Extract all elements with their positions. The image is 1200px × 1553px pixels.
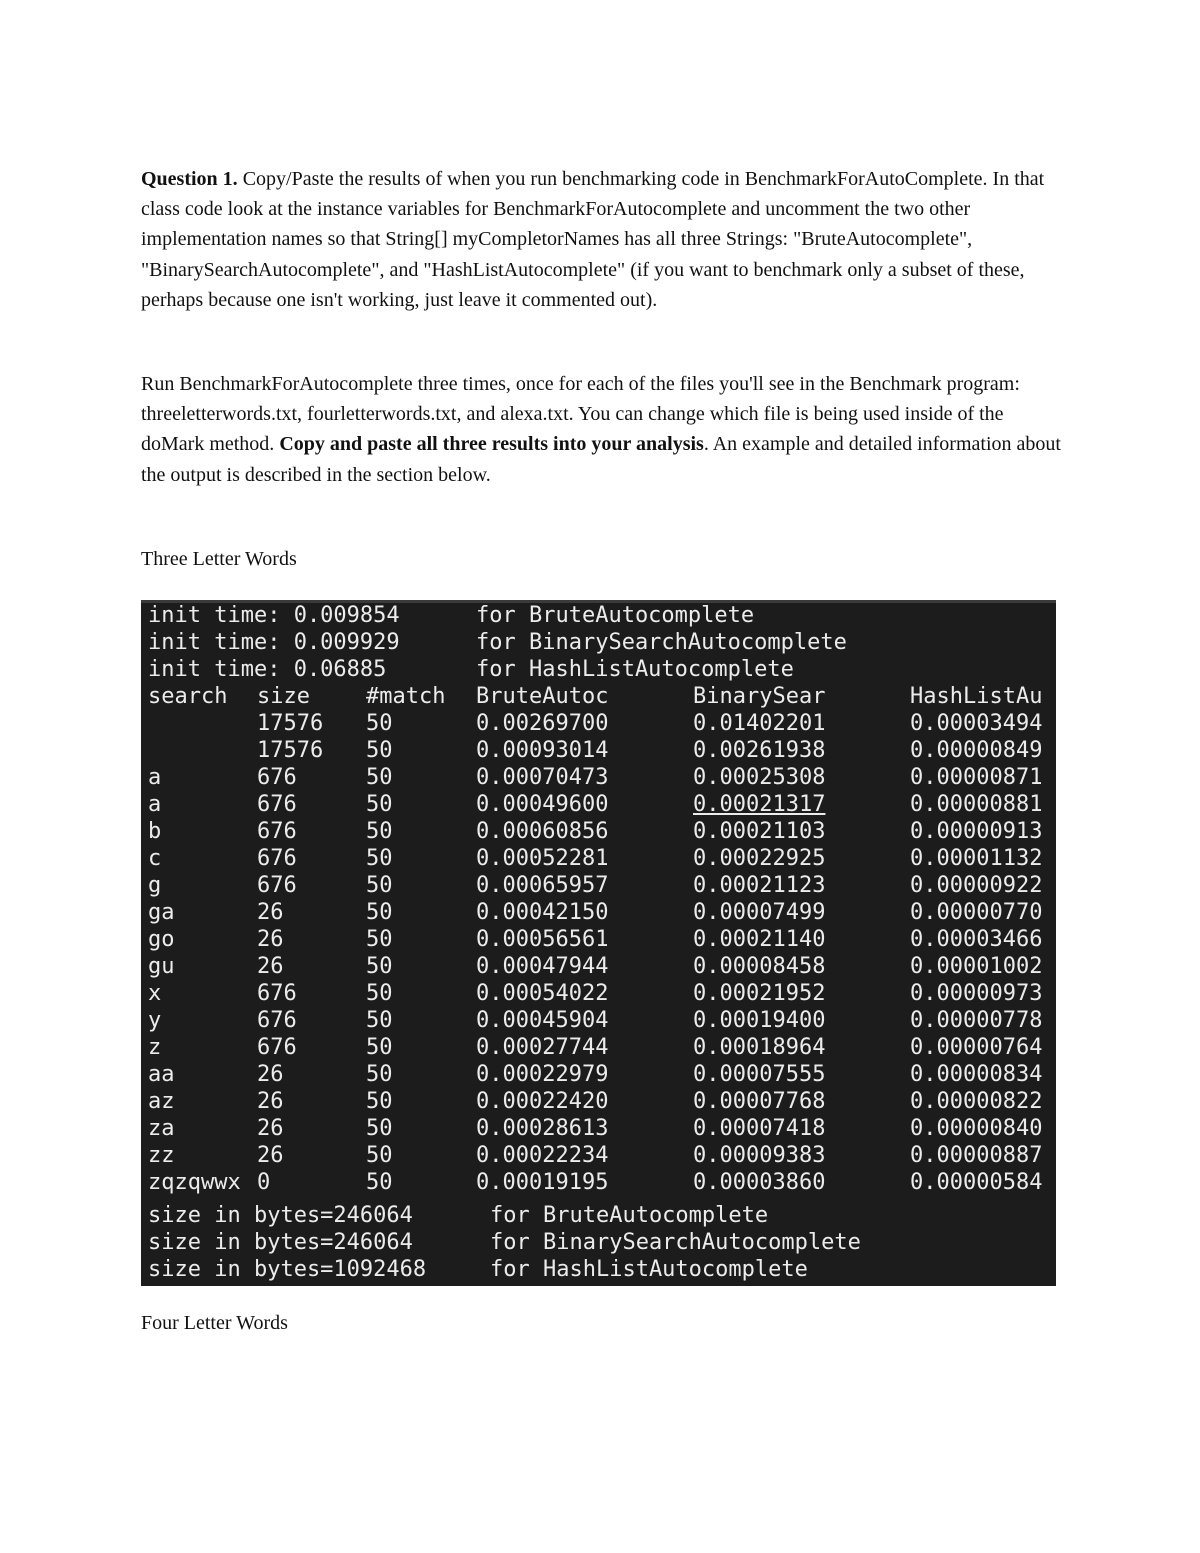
cell-binary: 0.00021103 [693,819,826,844]
cell-hashlist: 0.00000770 [910,900,1043,925]
cell-brute: 0.00045904 [476,1008,609,1033]
cell-hashlist: 0.00000584 [910,1170,1043,1195]
table-row [141,926,1056,953]
cell-hashlist: 0.00000871 [910,765,1043,790]
cell-size: 676 [257,819,297,844]
size-line [141,1256,1056,1283]
cell-match: 50 [366,792,393,817]
cell-match: 50 [366,1062,393,1087]
cell-brute: 0.00028613 [476,1116,609,1141]
cell-binary: 0.00007555 [693,1062,826,1087]
init-label: init time: 0.009929 [148,630,400,655]
cell-hashlist: 0.00000887 [910,1143,1043,1168]
table-row [141,1007,1056,1034]
cell-brute: 0.00060856 [476,819,609,844]
table-row [141,1034,1056,1061]
cell-size: 676 [257,981,297,1006]
init-line [141,629,1056,656]
init-label: init time: 0.06885 [148,657,387,682]
cell-hashlist: 0.00000913 [910,819,1043,844]
table-row [141,899,1056,926]
cell-hashlist: 0.00000822 [910,1089,1043,1114]
table-row [141,1088,1056,1115]
table-row [141,872,1056,899]
cell-hashlist: 0.00003494 [910,711,1043,736]
cell-hashlist: 0.00000973 [910,981,1043,1006]
cell-hashlist: 0.00000778 [910,1008,1043,1033]
cell-brute: 0.00269700 [476,711,609,736]
cell-hashlist: 0.00000849 [910,738,1043,763]
cell-search: az [148,1089,175,1114]
cell-search: a [148,792,162,817]
cell-search: a [148,765,162,790]
table-row [141,710,1056,737]
cell-hashlist: 0.00000881 [910,792,1043,817]
cell-brute: 0.00049600 [476,792,609,817]
cell-size: 0 [257,1170,271,1195]
cell-hashlist: 0.00001132 [910,846,1043,871]
cell-size: 676 [257,792,297,817]
cell-brute: 0.00056561 [476,927,609,952]
cell-size: 17576 [257,738,324,763]
cell-brute: 0.00022420 [476,1089,609,1114]
cell-match: 50 [366,873,393,898]
terminal-screenshot [141,600,1056,1286]
size-impl: for HashListAutocomplete [490,1257,808,1282]
instructions-paragraph [141,369,1061,490]
cell-brute: 0.00052281 [476,846,609,871]
cell-match: 50 [366,765,393,790]
cell-match: 50 [366,954,393,979]
cell-match: 50 [366,846,393,871]
cell-size: 26 [257,1062,284,1087]
question-label: Question 1. [141,168,238,190]
cell-binary: 0.00021317 [693,792,826,817]
cell-brute: 0.00019195 [476,1170,609,1195]
cell-search: y [148,1008,162,1033]
table-row [141,980,1056,1007]
cell-match: 50 [366,1143,393,1168]
section-heading-four-letter: Four Letter Words [141,1312,288,1334]
cell-size: 676 [257,765,297,790]
cell-hashlist: 0.00000834 [910,1062,1043,1087]
cell-binary: 0.00021952 [693,981,826,1006]
cell-match: 50 [366,1035,393,1060]
cell-size: 17576 [257,711,324,736]
size-label: size in bytes=246064 [148,1230,413,1255]
section-heading-three-letter: Three Letter Words [141,548,297,570]
cell-search: b [148,819,162,844]
init-label: init time: 0.009854 [148,603,400,628]
instructions-text-after: . An example and detailed information about the output is described in the section below. [141,433,1061,486]
cell-search: go [148,927,175,952]
init-impl: for BruteAutocomplete [476,603,755,628]
table-row [141,845,1056,872]
size-label: size in bytes=246064 [148,1203,413,1228]
cell-size: 26 [257,1089,284,1114]
cell-size: 676 [257,1035,297,1060]
size-line [141,1229,1056,1256]
cell-search: gu [148,954,175,979]
cell-brute: 0.00054022 [476,981,609,1006]
cell-binary: 0.00021140 [693,927,826,952]
size-impl: for BruteAutocomplete [490,1203,769,1228]
cell-binary: 0.00261938 [693,738,826,763]
instructions-bold: Copy and paste all three results into your analysis [279,433,704,456]
table-row [141,1115,1056,1142]
cell-binary: 0.00025308 [693,765,826,790]
cell-size: 26 [257,1116,284,1141]
table-row [141,1061,1056,1088]
cell-hashlist: 0.00000764 [910,1035,1043,1060]
cell-binary: 0.00019400 [693,1008,826,1033]
table-row [141,764,1056,791]
table-row [141,737,1056,764]
cell-size: 26 [257,900,284,925]
table-header [141,683,1056,710]
cell-search: z [148,1035,162,1060]
cell-match: 50 [366,1089,393,1114]
cell-binary: 0.00009383 [693,1143,826,1168]
cell-binary: 0.01402201 [693,711,826,736]
cell-brute: 0.00065957 [476,873,609,898]
cell-search: x [148,981,162,1006]
cell-binary: 0.00003860 [693,1170,826,1195]
cell-binary: 0.00018964 [693,1035,826,1060]
question-text: Copy/Paste the results of when you run benchmarking code in BenchmarkForAutoComplete. In that class code look at the instance variables for BenchmarkForAutocomplete and uncomment the two other implementation names so that String[] myCompletorNames has all three Strings: "BruteAutocomplete", "BinarySearchAutocomplete", and "HashListAutocomplete" (if you want to benchmark only a subset of these, perhaps because one isn't working, just leave it commented out). [141,168,1045,311]
cell-match: 50 [366,1008,393,1033]
cell-match: 50 [366,819,393,844]
init-impl: for HashListAutocomplete [476,657,794,682]
cell-search: aa [148,1062,175,1087]
init-line [141,656,1056,683]
cell-hashlist: 0.00000922 [910,873,1043,898]
cell-binary: 0.00008458 [693,954,826,979]
cell-search: zqzqwwx [148,1170,241,1195]
init-impl: for BinarySearchAutocomplete [476,630,847,655]
cell-match: 50 [366,927,393,952]
table-row [141,1142,1056,1169]
cell-binary: 0.00007768 [693,1089,826,1114]
cell-match: 50 [366,711,393,736]
column-header: BinarySear [693,684,826,709]
instructions-text-before: Run BenchmarkForAutocomplete three times, once for each of the files you'll see in the Benchmark program: threeletterwords.txt, fourletterwords.txt, and alexa.txt. You can change which file is being used inside of the doMark method. [141,373,1020,456]
cell-match: 50 [366,900,393,925]
question-paragraph [141,164,1061,315]
cell-search: g [148,873,162,898]
size-label: size in bytes=1092468 [148,1257,427,1282]
cell-size: 676 [257,846,297,871]
cell-hashlist: 0.00001002 [910,954,1043,979]
init-line [141,602,1056,629]
cell-match: 50 [366,1170,393,1195]
cell-size: 26 [257,954,284,979]
cell-binary: 0.00007499 [693,900,826,925]
cell-brute: 0.00093014 [476,738,609,763]
column-header: #match [366,684,446,709]
cell-binary: 0.00007418 [693,1116,826,1141]
cell-size: 26 [257,1143,284,1168]
cell-brute: 0.00042150 [476,900,609,925]
cell-size: 676 [257,873,297,898]
cell-binary: 0.00022925 [693,846,826,871]
cell-size: 676 [257,1008,297,1033]
cell-match: 50 [366,738,393,763]
cell-brute: 0.00070473 [476,765,609,790]
table-row [141,818,1056,845]
cell-search: c [148,846,162,871]
column-header: HashListAu [910,684,1043,709]
cell-search: ga [148,900,175,925]
size-line [141,1202,1056,1229]
cell-brute: 0.00027744 [476,1035,609,1060]
cell-brute: 0.00022234 [476,1143,609,1168]
column-header: size [257,684,310,709]
cell-match: 50 [366,981,393,1006]
cell-hashlist: 0.00000840 [910,1116,1043,1141]
cell-binary: 0.00021123 [693,873,826,898]
cell-size: 26 [257,927,284,952]
cell-match: 50 [366,1116,393,1141]
table-row [141,953,1056,980]
cell-hashlist: 0.00003466 [910,927,1043,952]
table-row [141,1169,1056,1196]
table-row [141,791,1056,818]
cell-search: za [148,1116,175,1141]
column-header: search [148,684,228,709]
cell-brute: 0.00022979 [476,1062,609,1087]
column-header: BruteAutoc [476,684,609,709]
cell-search: zz [148,1143,175,1168]
cell-brute: 0.00047944 [476,954,609,979]
size-impl: for BinarySearchAutocomplete [490,1230,861,1255]
